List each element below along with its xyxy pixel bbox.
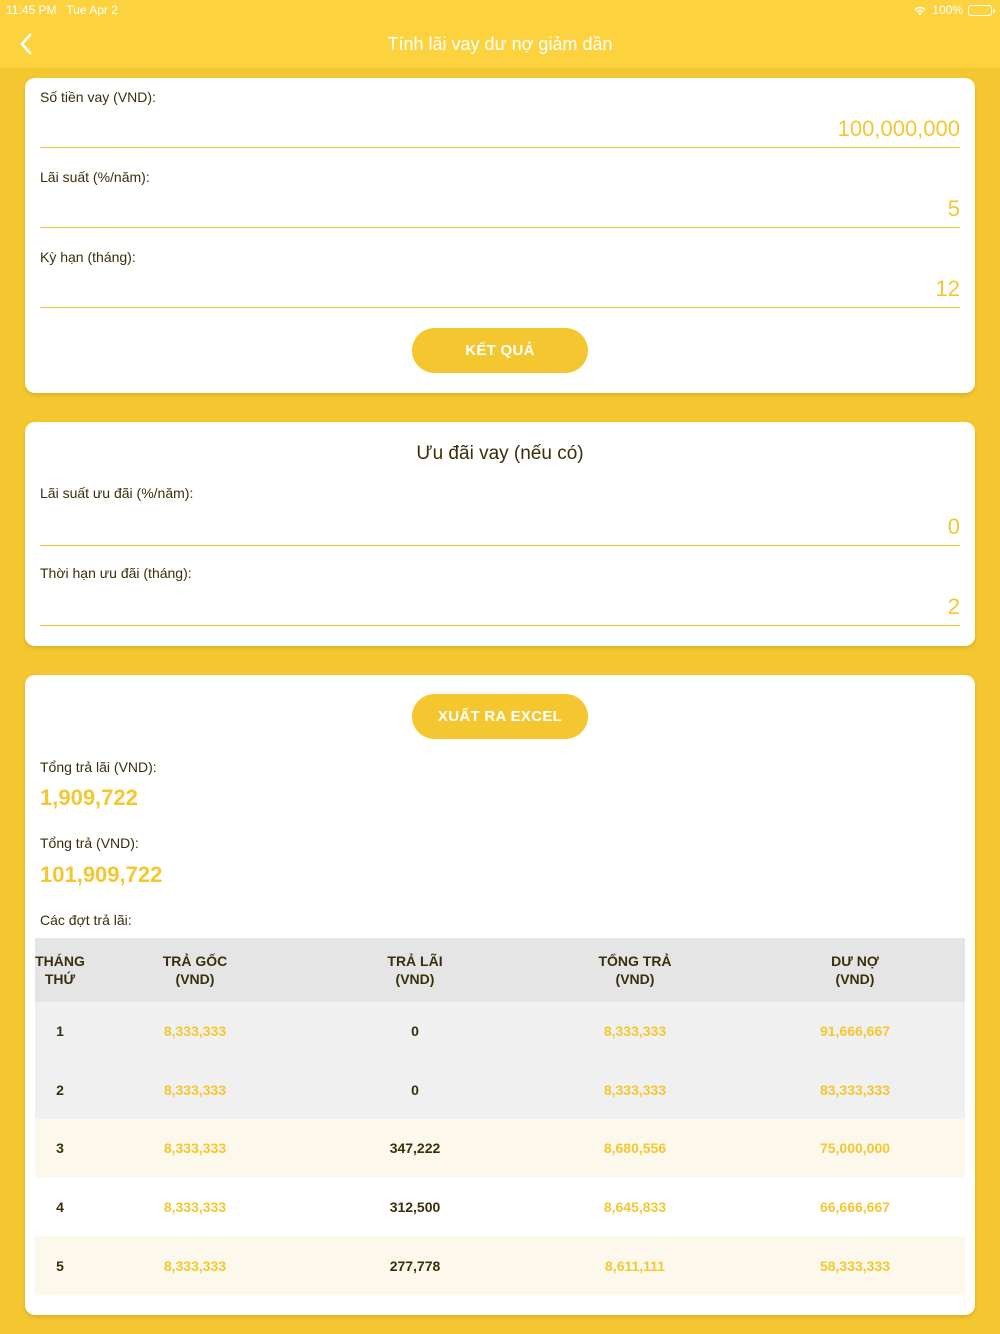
table-row (35, 1119, 965, 1178)
promo-rate-label: Lãi suất ưu đãi (%/năm): (40, 485, 194, 501)
header-balance-line1: DƯ NỢ (831, 953, 879, 969)
export-excel-button[interactable]: XUẤT RA EXCEL (412, 694, 588, 739)
status-time-text: 11:45 PM (6, 3, 57, 17)
cell-month: 4 (56, 1199, 64, 1216)
cell-total: 8,645,833 (603, 1199, 667, 1216)
cell-interest: 0 (411, 1023, 419, 1040)
header-month (35, 952, 85, 988)
schedule-table (35, 938, 965, 1295)
header-principal-line2: (VND) (175, 971, 215, 987)
header-month-line1: THÁNG (35, 953, 85, 969)
header-month-line2: THỨ (44, 971, 76, 987)
term-input[interactable] (40, 270, 960, 308)
total-payment-value: 101,909,722 (40, 862, 163, 887)
amount-input[interactable] (40, 110, 960, 148)
total-payment-label: Tổng trả (VND): (40, 835, 139, 851)
cell-total: 8,611,111 (605, 1257, 665, 1274)
results-card (25, 675, 975, 1315)
promo-term-input[interactable] (40, 588, 960, 626)
rate-input[interactable] (40, 190, 960, 228)
cell-principal: 8,333,333 (163, 1199, 227, 1216)
status-time (6, 3, 118, 17)
cell-interest: 347,222 (389, 1140, 441, 1157)
cell-total: 8,333,333 (603, 1081, 667, 1098)
header-total (525, 952, 745, 988)
cell-balance: 91,666,667 (819, 1023, 891, 1040)
cell-balance: 75,000,000 (819, 1140, 891, 1157)
schedule-label: Các đợt trả lãi: (40, 912, 132, 928)
cell-balance: 66,666,667 (819, 1199, 891, 1216)
amount-label: Số tiền vay (VND): (40, 89, 156, 105)
battery-icon (968, 5, 992, 16)
status-bar (0, 0, 1000, 20)
header-balance-line2: (VND) (835, 971, 875, 987)
cell-principal: 8,333,333 (163, 1257, 227, 1274)
calculate-button[interactable]: KẾT QUẢ (412, 328, 588, 373)
cell-month: 2 (56, 1081, 64, 1098)
total-interest-label: Tổng trả lãi (VND): (40, 759, 157, 775)
header-principal (85, 952, 305, 988)
cell-principal: 8,333,333 (163, 1140, 227, 1157)
cell-month: 3 (56, 1140, 64, 1157)
cell-month: 1 (56, 1023, 64, 1040)
promo-rate-input[interactable] (40, 508, 960, 546)
total-interest-value: 1,909,722 (40, 785, 138, 810)
nav-header (0, 0, 1000, 68)
cell-principal: 8,333,333 (163, 1023, 227, 1040)
cell-total: 8,680,556 (603, 1140, 667, 1157)
table-row (35, 1002, 965, 1061)
cell-interest: 312,500 (389, 1199, 441, 1216)
promo-title: Ưu đãi vay (nếu có) (416, 443, 584, 464)
cell-total: 8,333,333 (603, 1023, 667, 1040)
status-right (913, 3, 992, 17)
cell-interest: 0 (411, 1081, 419, 1098)
battery-percent: 100% (932, 3, 963, 17)
cell-interest: 277,778 (389, 1257, 441, 1274)
header-total-line2: (VND) (615, 971, 655, 987)
wifi-icon (913, 5, 927, 16)
header-principal-line1: TRẢ GỐC (162, 953, 228, 969)
header-total-line1: TỔNG TRẢ (598, 953, 672, 969)
header-interest-line2: (VND) (395, 971, 435, 987)
header-balance (745, 952, 965, 988)
table-header (35, 938, 965, 1002)
status-date-text: Tue Apr 2 (66, 3, 118, 17)
table-row (35, 1061, 965, 1120)
header-interest (305, 952, 525, 988)
table-row (35, 1236, 965, 1295)
rate-label: Lãi suất (%/năm): (40, 169, 150, 185)
header-interest-line1: TRẢ LÃI (387, 953, 443, 969)
page-title: Tính lãi vay dư nợ giảm dần (387, 34, 613, 54)
cell-balance: 83,333,333 (819, 1081, 891, 1098)
cell-month: 5 (56, 1257, 64, 1274)
loan-form-card (25, 78, 975, 393)
cell-principal: 8,333,333 (163, 1081, 227, 1098)
table-row (35, 1178, 965, 1237)
promo-term-label: Thời hạn ưu đãi (tháng): (40, 565, 192, 581)
promo-card (25, 422, 975, 646)
term-label: Kỳ hạn (tháng): (40, 249, 136, 265)
cell-balance: 58,333,333 (819, 1257, 891, 1274)
